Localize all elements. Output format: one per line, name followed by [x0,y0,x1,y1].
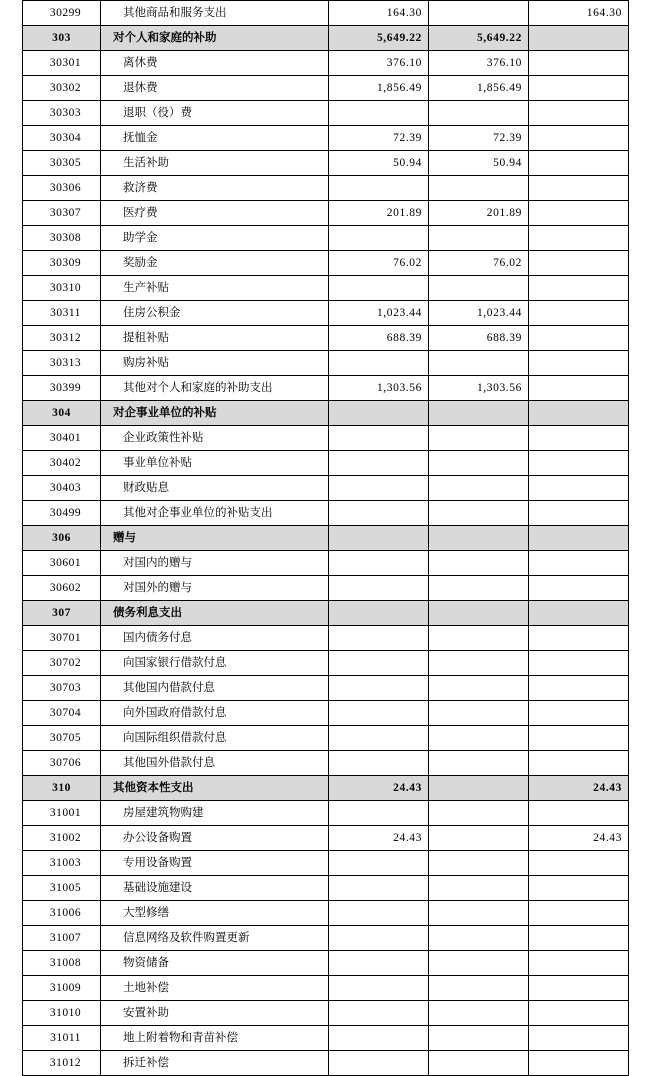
table-row [23,251,629,276]
cell-total: 24.43 [329,826,429,851]
cell-subject-code: 307 [23,601,101,626]
cell-total: 1,303.56 [329,376,429,401]
cell-project-expenditure [529,301,629,326]
cell-subject-name: 离休费 [101,51,329,76]
cell-subject-code: 31006 [23,901,101,926]
cell-subject-code: 30402 [23,451,101,476]
cell-total [329,476,429,501]
cell-project-expenditure [529,701,629,726]
cell-subject-name: 信息网络及软件购置更新 [101,926,329,951]
cell-subject-name: 对国外的赠与 [101,576,329,601]
cell-basic-expenditure [429,276,529,301]
table-row [23,801,629,826]
cell-subject-name: 其他国内借款付息 [101,676,329,701]
cell-basic-expenditure [429,501,529,526]
cell-basic-expenditure: 76.02 [429,251,529,276]
cell-total: 5,649.22 [329,26,429,51]
cell-subject-code: 30305 [23,151,101,176]
table-row [23,651,629,676]
cell-total [329,751,429,776]
cell-basic-expenditure [429,876,529,901]
cell-subject-name: 对国内的赠与 [101,551,329,576]
cell-project-expenditure [529,726,629,751]
cell-subject-name: 物资储备 [101,951,329,976]
cell-total [329,351,429,376]
table-row [23,876,629,901]
cell-project-expenditure: 24.43 [529,826,629,851]
cell-subject-name: 财政贴息 [101,476,329,501]
cell-subject-name: 生活补助 [101,151,329,176]
cell-subject-code: 30311 [23,301,101,326]
table-row [23,1001,629,1026]
cell-subject-name: 抚恤金 [101,126,329,151]
table-row [23,551,629,576]
cell-subject-name: 医疗费 [101,201,329,226]
cell-project-expenditure [529,276,629,301]
cell-basic-expenditure [429,226,529,251]
cell-subject-name: 拆迁补偿 [101,1051,329,1076]
cell-basic-expenditure: 1,023.44 [429,301,529,326]
cell-subject-code: 30303 [23,101,101,126]
cell-basic-expenditure: 376.10 [429,51,529,76]
cell-project-expenditure [529,626,629,651]
cell-basic-expenditure [429,626,529,651]
cell-subject-code: 310 [23,776,101,801]
cell-subject-code: 304 [23,401,101,426]
table-row [23,826,629,851]
cell-basic-expenditure [429,801,529,826]
cell-subject-name: 土地补偿 [101,976,329,1001]
cell-subject-code: 30702 [23,651,101,676]
table-row [23,301,629,326]
cell-basic-expenditure [429,951,529,976]
cell-basic-expenditure: 1,856.49 [429,76,529,101]
table-row [23,376,629,401]
cell-basic-expenditure [429,476,529,501]
cell-basic-expenditure [429,526,529,551]
table-row [23,701,629,726]
cell-basic-expenditure [429,551,529,576]
table-row [23,926,629,951]
cell-subject-name: 企业政策性补贴 [101,426,329,451]
cell-total: 72.39 [329,126,429,151]
cell-basic-expenditure [429,651,529,676]
cell-project-expenditure [529,876,629,901]
cell-subject-code: 31002 [23,826,101,851]
table-row [23,1,629,26]
cell-project-expenditure [529,151,629,176]
cell-subject-code: 306 [23,526,101,551]
cell-subject-code: 30601 [23,551,101,576]
cell-subject-code: 30703 [23,676,101,701]
cell-subject-name: 基础设施建设 [101,876,329,901]
cell-project-expenditure [529,801,629,826]
cell-project-expenditure [529,376,629,401]
cell-subject-name: 退职（役）费 [101,101,329,126]
cell-project-expenditure [529,1051,629,1076]
cell-subject-code: 30306 [23,176,101,201]
cell-total [329,926,429,951]
cell-project-expenditure [529,576,629,601]
cell-subject-code: 31011 [23,1026,101,1051]
cell-project-expenditure [529,926,629,951]
cell-basic-expenditure [429,726,529,751]
cell-basic-expenditure: 50.94 [429,151,529,176]
cell-subject-name: 事业单位补贴 [101,451,329,476]
cell-total [329,601,429,626]
cell-project-expenditure [529,976,629,1001]
table-row [23,576,629,601]
cell-project-expenditure [529,901,629,926]
cell-subject-code: 30307 [23,201,101,226]
cell-subject-name: 提租补贴 [101,326,329,351]
cell-total: 1,023.44 [329,301,429,326]
cell-project-expenditure [529,251,629,276]
cell-total [329,701,429,726]
cell-subject-name: 其他对企事业单位的补贴支出 [101,501,329,526]
cell-total [329,901,429,926]
cell-total [329,726,429,751]
cell-subject-name: 专用设备购置 [101,851,329,876]
table-row [23,601,629,626]
table-row [23,726,629,751]
cell-basic-expenditure: 72.39 [429,126,529,151]
cell-subject-code: 30304 [23,126,101,151]
cell-total [329,951,429,976]
cell-subject-code: 30399 [23,376,101,401]
table-row [23,426,629,451]
cell-subject-code: 30310 [23,276,101,301]
cell-subject-code: 31008 [23,951,101,976]
cell-subject-code: 31012 [23,1051,101,1076]
cell-subject-code: 31005 [23,876,101,901]
cell-total [329,576,429,601]
table-row [23,351,629,376]
cell-total: 76.02 [329,251,429,276]
table-row [23,451,629,476]
cell-project-expenditure [529,326,629,351]
cell-subject-code: 30302 [23,76,101,101]
cell-subject-code: 30701 [23,626,101,651]
cell-subject-code: 31001 [23,801,101,826]
cell-subject-name: 其他商品和服务支出 [101,1,329,26]
cell-basic-expenditure [429,451,529,476]
cell-project-expenditure [529,26,629,51]
cell-project-expenditure [529,526,629,551]
cell-project-expenditure [529,126,629,151]
cell-subject-code: 30403 [23,476,101,501]
cell-subject-code: 30308 [23,226,101,251]
cell-subject-code: 30313 [23,351,101,376]
cell-total [329,626,429,651]
cell-subject-name: 对个人和家庭的补助 [101,26,329,51]
cell-subject-name: 住房公积金 [101,301,329,326]
table-row [23,126,629,151]
cell-basic-expenditure [429,826,529,851]
cell-subject-code: 31007 [23,926,101,951]
cell-project-expenditure [529,51,629,76]
cell-subject-name: 其他资本性支出 [101,776,329,801]
cell-basic-expenditure [429,976,529,1001]
budget-table-body [23,1,629,1076]
budget-table [22,0,629,1076]
cell-subject-code: 30299 [23,1,101,26]
cell-basic-expenditure [429,751,529,776]
table-row [23,751,629,776]
table-row [23,951,629,976]
cell-basic-expenditure [429,1,529,26]
table-row [23,326,629,351]
cell-subject-code: 31003 [23,851,101,876]
cell-subject-code: 303 [23,26,101,51]
table-row [23,901,629,926]
cell-basic-expenditure [429,1051,529,1076]
cell-basic-expenditure [429,401,529,426]
table-row [23,526,629,551]
cell-project-expenditure [529,501,629,526]
cell-basic-expenditure [429,601,529,626]
cell-subject-name: 其他对个人和家庭的补助支出 [101,376,329,401]
cell-subject-name: 对企事业单位的补贴 [101,401,329,426]
cell-total [329,1001,429,1026]
table-row [23,401,629,426]
cell-basic-expenditure [429,926,529,951]
table-row [23,76,629,101]
cell-total [329,101,429,126]
cell-basic-expenditure: 5,649.22 [429,26,529,51]
cell-project-expenditure [529,1026,629,1051]
cell-subject-name: 赠与 [101,526,329,551]
table-row [23,676,629,701]
table-row [23,776,629,801]
table-row [23,1026,629,1051]
cell-basic-expenditure [429,776,529,801]
cell-total [329,1051,429,1076]
cell-total [329,401,429,426]
cell-total [329,676,429,701]
cell-subject-name: 生产补贴 [101,276,329,301]
cell-subject-code: 30602 [23,576,101,601]
cell-subject-code: 31010 [23,1001,101,1026]
table-row [23,501,629,526]
cell-total: 1,856.49 [329,76,429,101]
cell-subject-name: 国内债务付息 [101,626,329,651]
cell-basic-expenditure [429,851,529,876]
cell-subject-code: 30309 [23,251,101,276]
cell-basic-expenditure: 1,303.56 [429,376,529,401]
cell-basic-expenditure [429,1001,529,1026]
cell-subject-name: 奖励金 [101,251,329,276]
table-row [23,476,629,501]
cell-total [329,551,429,576]
cell-subject-name: 向国家银行借款付息 [101,651,329,676]
table-row [23,201,629,226]
cell-subject-name: 购房补贴 [101,351,329,376]
cell-project-expenditure [529,1001,629,1026]
cell-basic-expenditure [429,701,529,726]
cell-subject-name: 助学金 [101,226,329,251]
cell-subject-name: 地上附着物和青苗补偿 [101,1026,329,1051]
cell-basic-expenditure [429,176,529,201]
cell-project-expenditure [529,351,629,376]
table-row [23,151,629,176]
table-row [23,1051,629,1076]
cell-total: 688.39 [329,326,429,351]
cell-project-expenditure [529,651,629,676]
cell-subject-code: 30312 [23,326,101,351]
cell-project-expenditure [529,76,629,101]
cell-project-expenditure [529,451,629,476]
cell-basic-expenditure [429,351,529,376]
cell-subject-name: 向国际组织借款付息 [101,726,329,751]
cell-subject-name: 向外国政府借款付息 [101,701,329,726]
cell-project-expenditure [529,601,629,626]
cell-subject-code: 30706 [23,751,101,776]
cell-total: 24.43 [329,776,429,801]
cell-project-expenditure: 24.43 [529,776,629,801]
cell-total [329,876,429,901]
cell-subject-code: 30401 [23,426,101,451]
table-row [23,976,629,1001]
table-row [23,176,629,201]
cell-basic-expenditure: 688.39 [429,326,529,351]
table-row [23,26,629,51]
cell-basic-expenditure [429,101,529,126]
cell-subject-code: 30499 [23,501,101,526]
cell-total [329,451,429,476]
cell-subject-code: 30301 [23,51,101,76]
cell-total [329,501,429,526]
cell-project-expenditure [529,176,629,201]
cell-basic-expenditure [429,1026,529,1051]
cell-basic-expenditure [429,901,529,926]
cell-total [329,526,429,551]
cell-total [329,801,429,826]
cell-subject-code: 31009 [23,976,101,1001]
cell-project-expenditure [529,676,629,701]
cell-total: 50.94 [329,151,429,176]
cell-subject-name: 安置补助 [101,1001,329,1026]
cell-total: 164.30 [329,1,429,26]
cell-total: 376.10 [329,51,429,76]
cell-basic-expenditure [429,576,529,601]
cell-subject-code: 30705 [23,726,101,751]
cell-project-expenditure [529,201,629,226]
cell-subject-name: 房屋建筑物购建 [101,801,329,826]
cell-total [329,176,429,201]
table-row [23,276,629,301]
cell-project-expenditure [529,951,629,976]
cell-total [329,276,429,301]
cell-basic-expenditure [429,426,529,451]
cell-project-expenditure [529,426,629,451]
cell-basic-expenditure [429,676,529,701]
cell-total [329,976,429,1001]
table-row [23,101,629,126]
cell-project-expenditure [529,476,629,501]
cell-project-expenditure [529,226,629,251]
cell-subject-name: 退休费 [101,76,329,101]
cell-project-expenditure [529,551,629,576]
table-row [23,51,629,76]
cell-project-expenditure [529,851,629,876]
cell-subject-name: 债务利息支出 [101,601,329,626]
cell-basic-expenditure: 201.89 [429,201,529,226]
cell-subject-name: 大型修缮 [101,901,329,926]
cell-project-expenditure [529,751,629,776]
table-row [23,851,629,876]
cell-subject-name: 办公设备购置 [101,826,329,851]
cell-total [329,426,429,451]
cell-project-expenditure [529,101,629,126]
cell-total [329,851,429,876]
cell-total: 201.89 [329,201,429,226]
table-row [23,226,629,251]
cell-subject-code: 30704 [23,701,101,726]
cell-total [329,1026,429,1051]
cell-total [329,651,429,676]
cell-total [329,226,429,251]
cell-project-expenditure: 164.30 [529,1,629,26]
table-row [23,626,629,651]
cell-project-expenditure [529,401,629,426]
cell-subject-name: 救济费 [101,176,329,201]
cell-subject-name: 其他国外借款付息 [101,751,329,776]
